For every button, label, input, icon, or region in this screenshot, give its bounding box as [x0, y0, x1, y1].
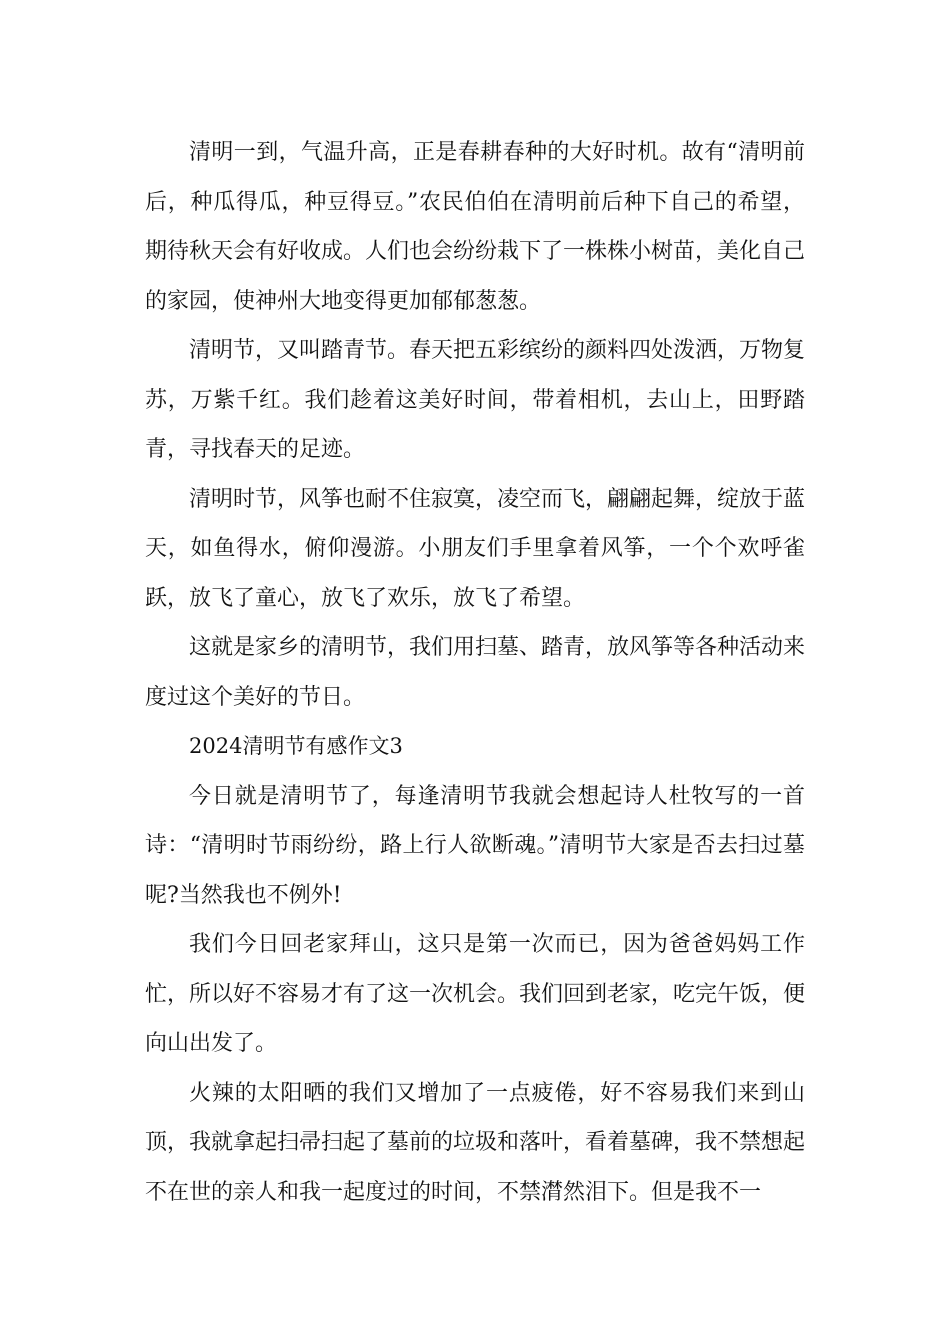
- paragraph-return-home: 我们今日回老家拜山，这只是第一次而已，因为爸爸妈妈工作忙，所以好不容易才有了这一次机会。我们回到老家，吃完午饭，便向山出发了。: [145, 932, 806, 1056]
- paragraph-du-mu-poem: 今日就是清明节了，每逢清明节我就会想起诗人杜牧写的一首诗：“清明时节雨纷纷，路上行人欲断魂。”清明节大家是否去扫过墓呢?当然我也不例外!: [145, 783, 805, 908]
- paragraph-hometown-summary: 这就是家乡的清明节，我们用扫墓、踏青，放风筝等各种活动来度过这个美好的节日。: [145, 635, 806, 710]
- paragraph-mountain-top: 火辣的太阳晒的我们又增加了一点疲倦，好不容易我们来到山顶，我就拿起扫帚扫起了墓前的垃圾和落叶，看着墓碑，我不禁想起不在世的亲人和我一起度过的时间，不禁潸然泪下。但是我不一: [145, 1080, 806, 1205]
- section-heading: 2024清明节有感作文3: [189, 734, 403, 758]
- paragraph-qingming-farming: 清明一到，气温升高，正是春耕春种的大好时机。故有“清明前后，种瓜得瓜，种豆得豆。”农民伯伯在清明前后种下自己的希望，期待秋天会有好收成。人们也会纷纷栽下了一株株小树苗，美化自己的家园，使神州大地变得更加郁郁葱葱。: [145, 140, 806, 314]
- paragraph-taqing: 清明节，又叫踏青节。春天把五彩缤纷的颜料四处泼洒，万物复苏，万紫千红。我们趁着这美好时间，带着相机，去山上，田野踏青，寻找春天的足迹。: [145, 338, 806, 462]
- paragraph-kites: 清明时节，风筝也耐不住寂寞，凌空而飞，翩翩起舞，绽放于蓝天，如鱼得水，俯仰漫游。小朋友们手里拿着风筝，一个个欢呼雀跃，放飞了童心，放飞了欢乐，放飞了希望。: [145, 486, 806, 611]
- document-body: [145, 128, 805, 1217]
